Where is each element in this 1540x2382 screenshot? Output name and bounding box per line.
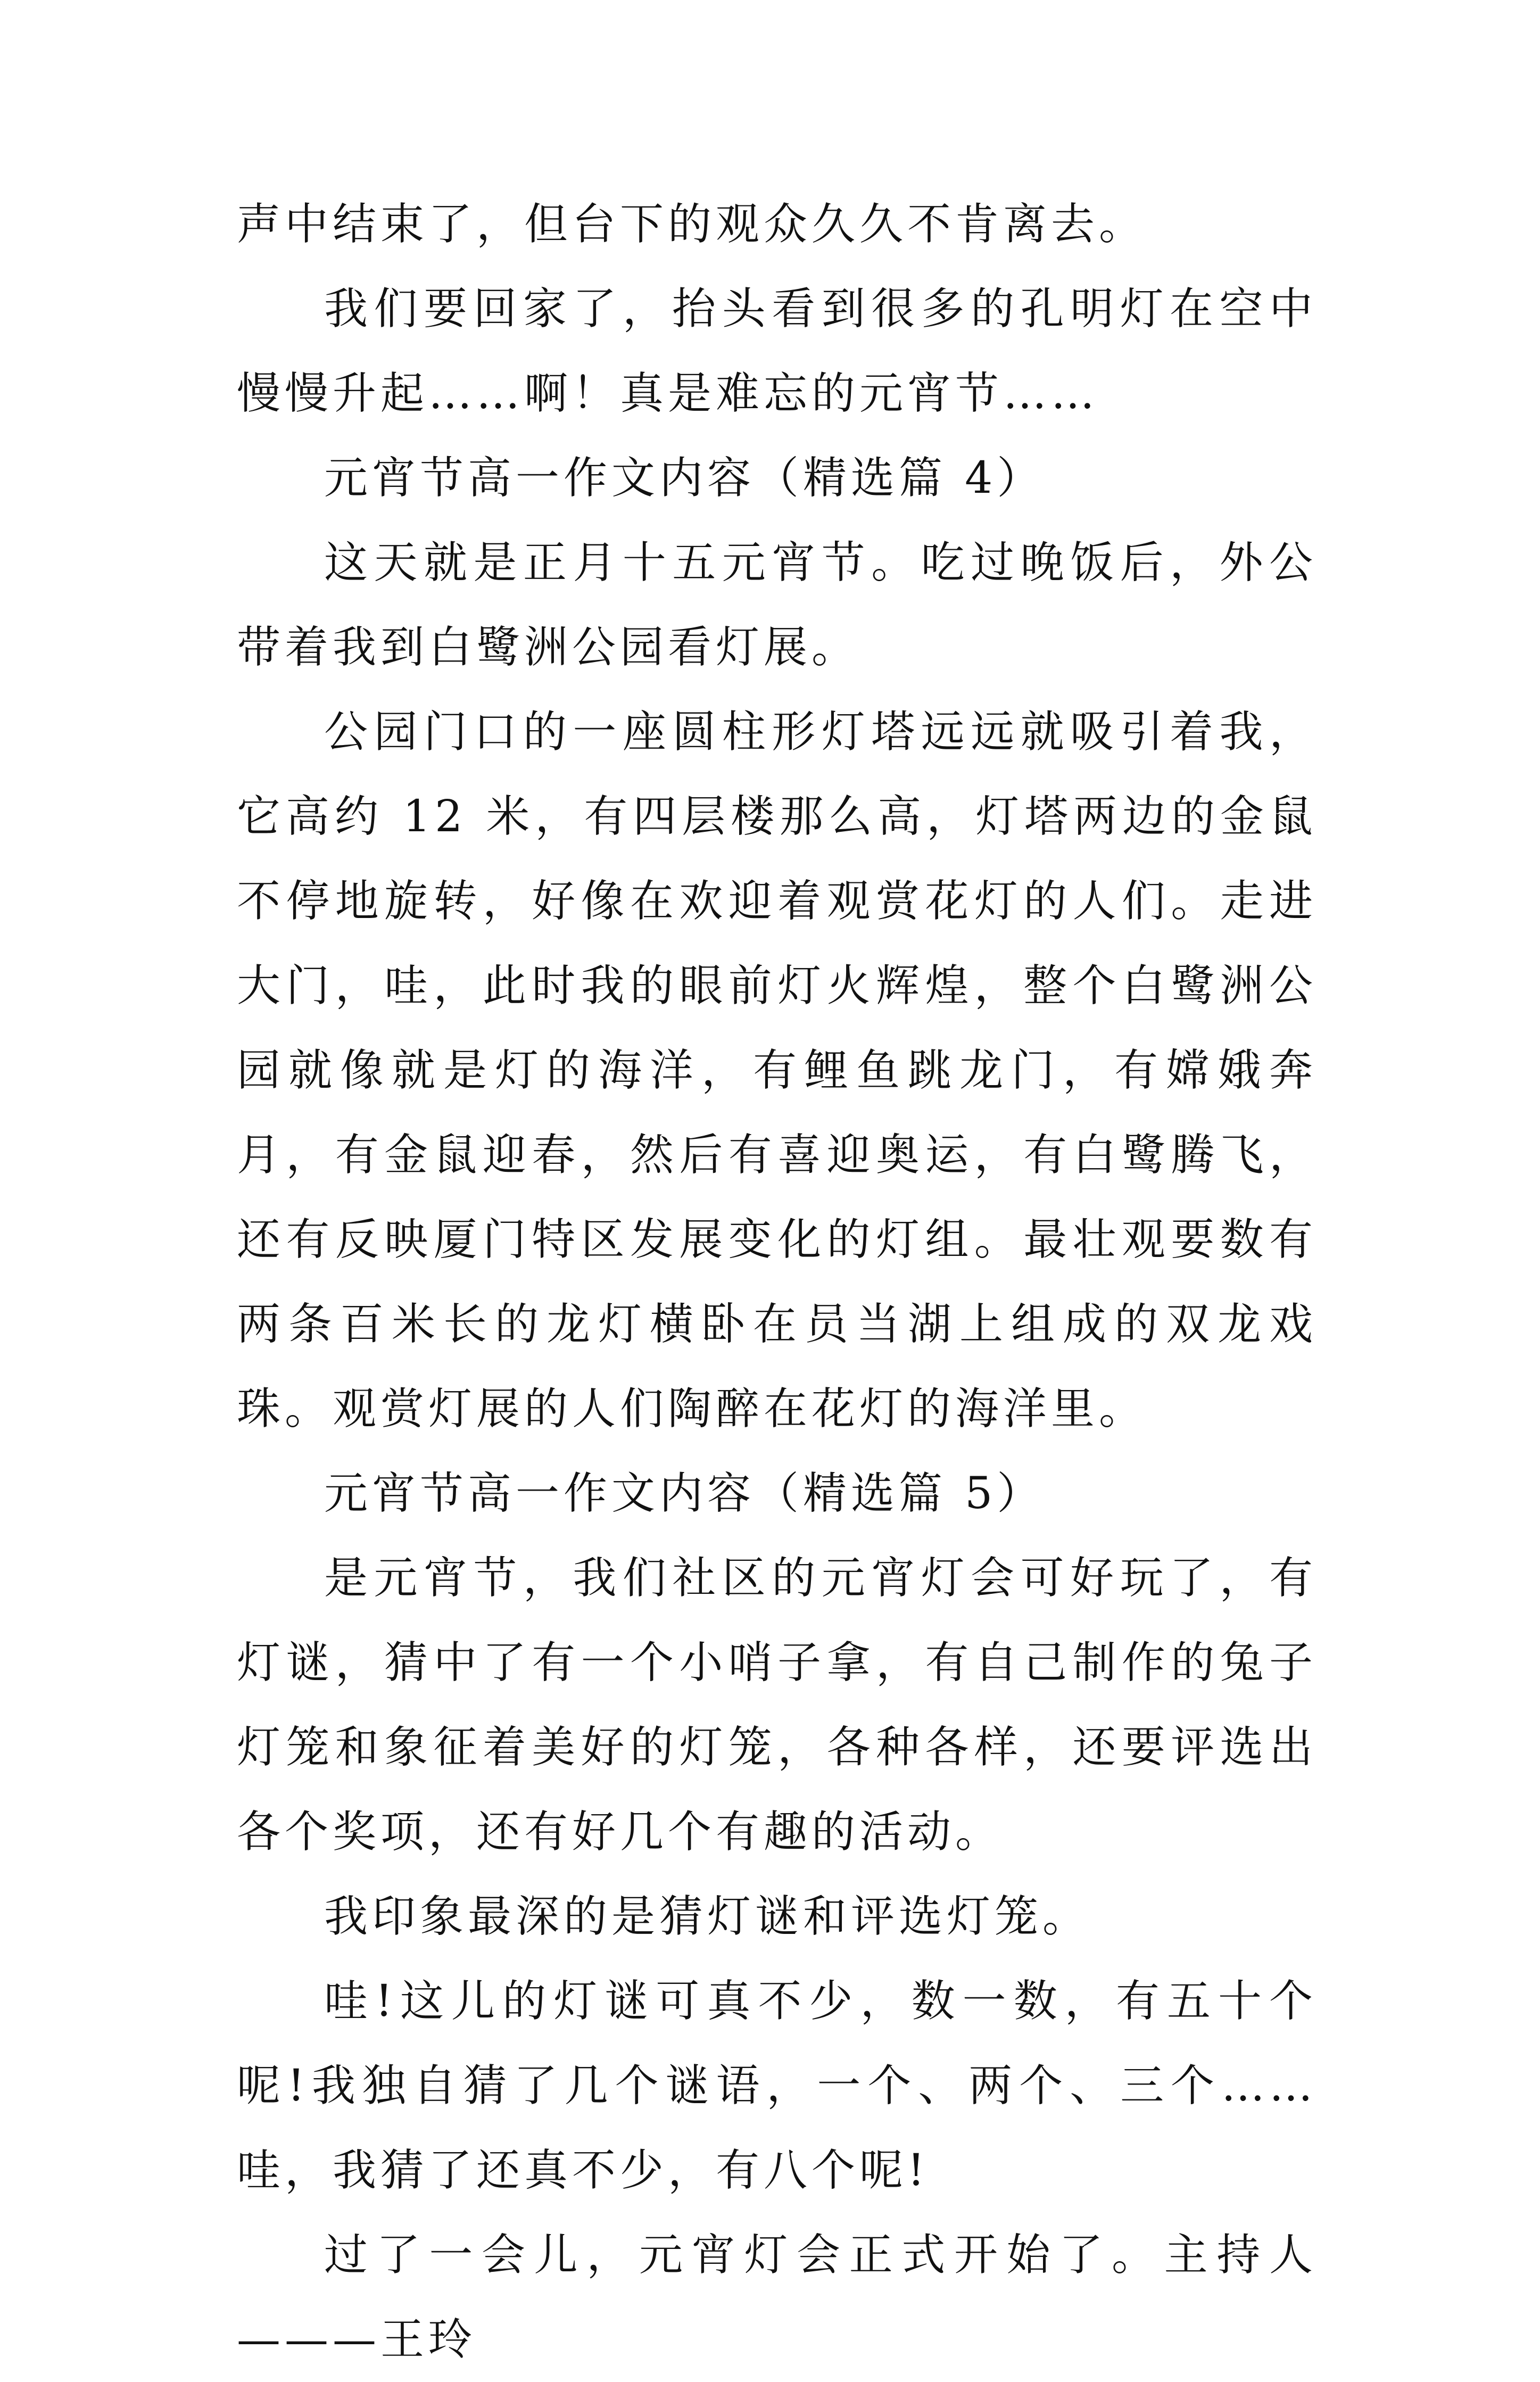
paragraph: 声中结束了，但台下的观众久久不肯离去。 — [237, 199, 1147, 250]
document-body — [237, 182, 1317, 2382]
paragraph: 哇!这儿的灯谜可真不少，数一数，有五十个呢!我独自猜了几个谜语，一个、两个、三个……哇，我猜了还真不少，有八个呢! — [237, 1976, 1317, 2196]
paragraph: 我们要回家了，抬头看到很多的孔明灯在空中慢慢升起……啊！真是难忘的元宵节…… — [237, 284, 1317, 419]
paragraph: 过了一会儿，元宵灯会正式开始了。主持人———王玲 — [237, 2230, 1317, 2365]
paragraph: 是元宵节，我们社区的元宵灯会可好玩了，有灯谜，猜中了有一个小哨子拿，有自己制作的兔子灯笼和象征着美好的灯笼，各种各样，还要评选出各个奖项，还有好几个有趣的活动。 — [237, 1553, 1317, 1857]
section-heading: 元宵节高一作文内容（精选篇 5） — [324, 1468, 1045, 1519]
paragraph: 公园门口的一座圆柱形灯塔远远就吸引着我，它高约 12 米，有四层楼那么高，灯塔两边的金鼠不停地旋转，好像在欢迎着观赏花灯的人们。走进大门，哇，此时我的眼前灯火辉煌，整个白鹭洲公园就像就是灯的海洋，有鲤鱼跳龙门，有嫦娥奔月，有金鼠迎春，然后有喜迎奥运，有白鹭腾飞，还有反映厦门特区发展变化的灯组。最壮观要数有两条百米长的龙灯横卧在员当湖上组成的双龙戏珠。观赏灯展的人们陶醉在花灯的海洋里。 — [237, 707, 1317, 1434]
section-heading: 元宵节高一作文内容（精选篇 4） — [324, 453, 1045, 503]
paragraph: 这天就是正月十五元宵节。吃过晚饭后，外公带着我到白鹭洲公园看灯展。 — [237, 537, 1317, 673]
paragraph: 我印象最深的是猜灯谜和评选灯笼。 — [324, 1891, 1091, 1942]
